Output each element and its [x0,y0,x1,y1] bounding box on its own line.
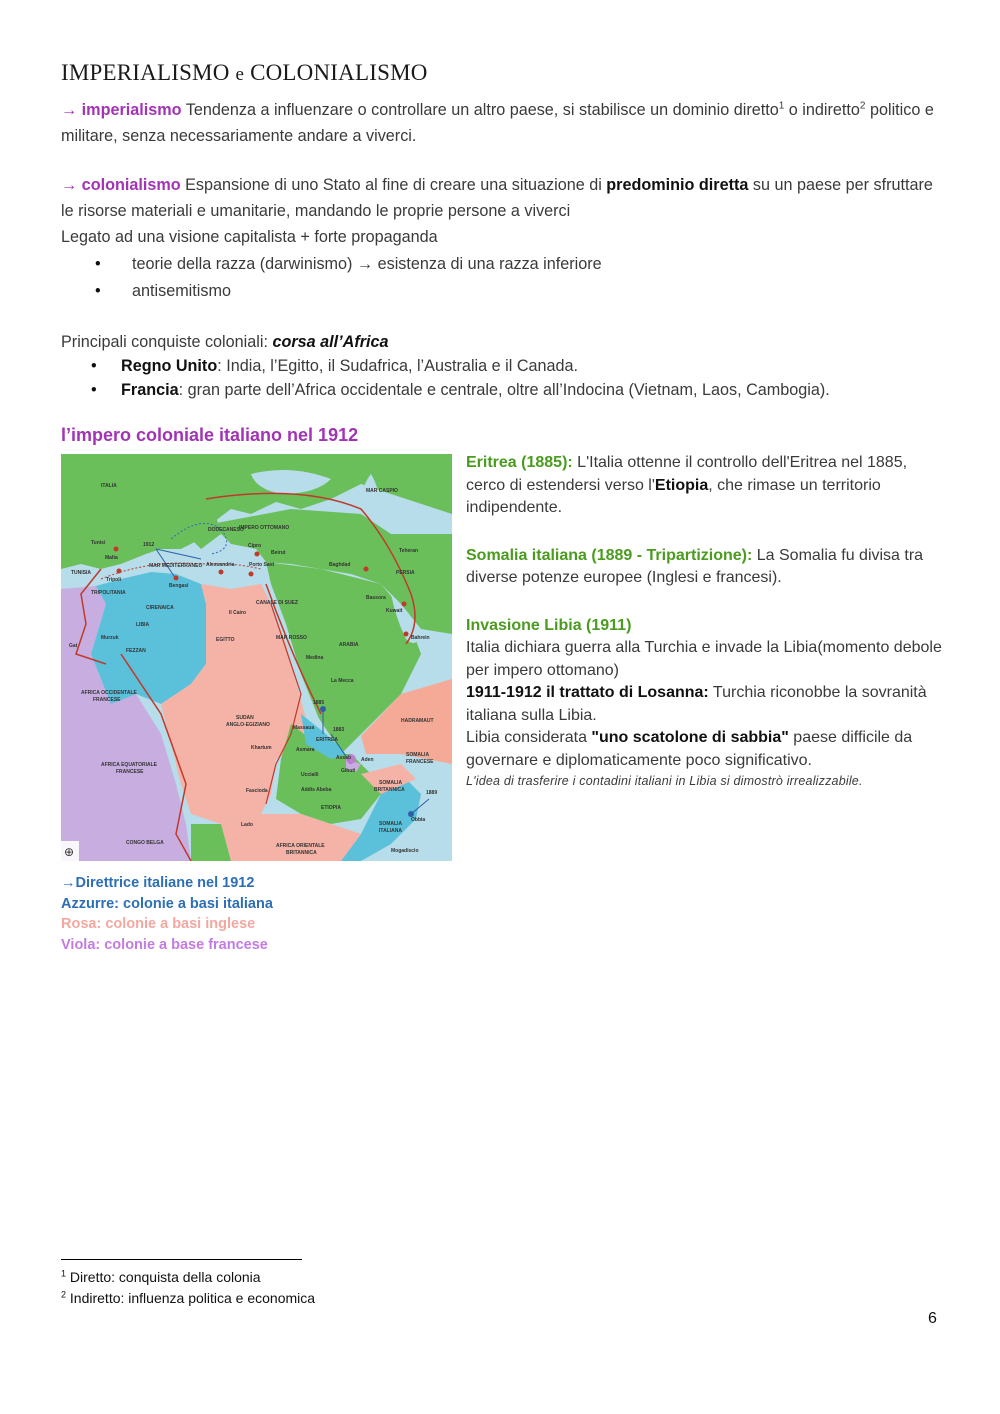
svg-text:1885: 1885 [313,700,325,706]
svg-text:Khartum: Khartum [251,745,272,751]
svg-text:MAR ROSSO: MAR ROSSO [276,635,307,641]
svg-text:FRANCESE: FRANCESE [116,769,144,775]
eritrea-block: Eritrea (1885): L'Italia ottenne il controllo dell'Eritrea nel 1885, cerco di estendersi verso l'Etiopia, che rimase un territorio indipendente. [466,454,908,516]
svg-text:AFRICA OCCIDENTALE: AFRICA OCCIDENTALE [81,690,137,696]
svg-text:Medina: Medina [306,655,324,661]
colonialismo-term: → colonialismo [61,176,181,194]
svg-text:MAR MEDITERRANEO: MAR MEDITERRANEO [149,563,203,569]
svg-text:FRANCESE: FRANCESE [93,697,121,703]
conquiste-intro: Principali conquiste coloniali: corsa all’Africa [61,333,389,351]
libia-heading: Invasione Libia (1911) [466,616,632,634]
footnote-ref-1: 1 [778,100,785,112]
svg-text:Gibuti: Gibuti [341,768,356,774]
svg-text:SOMALIA: SOMALIA [379,821,403,827]
footnote-divider [61,1259,302,1260]
svg-text:HADRAMAUT: HADRAMAUT [401,718,434,724]
svg-text:ITALIANA: ITALIANA [379,828,402,834]
svg-text:SOMALIA: SOMALIA [379,780,403,786]
svg-text:Murzuk: Murzuk [101,635,119,641]
scatolone-block: Libia considerata "uno scatolone di sabbia" paese difficile da governare e diplomaticamente poco significativo. [466,729,913,769]
svg-text:Cipro: Cipro [248,543,262,549]
svg-text:DODECANESO: DODECANESO [208,527,244,533]
svg-text:Uccialli: Uccialli [301,772,319,778]
svg-text:Il Cairo: Il Cairo [229,610,246,616]
page-title: IMPERIALISMO e COLONIALISMO [61,60,428,85]
section-title: l’impero coloniale italiano nel 1912 [61,425,359,445]
svg-text:ANGLO-EGIZIANO: ANGLO-EGIZIANO [226,722,270,728]
svg-text:Teheran: Teheran [399,548,419,554]
svg-text:AFRICA EQUATORIALE: AFRICA EQUATORIALE [101,762,158,768]
svg-text:BRITANNICA: BRITANNICA [286,850,317,856]
svg-text:EGITTO: EGITTO [216,637,235,643]
page-number: 6 [928,1310,937,1327]
svg-text:Aden: Aden [361,757,374,763]
imperialismo-term: → imperialismo [61,101,182,119]
svg-text:Fascioda: Fascioda [246,788,268,794]
svg-text:1889: 1889 [426,790,438,796]
svg-text:PERSIA: PERSIA [396,570,415,576]
legend-viola: Viola: colonie a base francese [61,936,268,953]
capitalismo-line: Legato ad una visione capitalista + forte propaganda [61,228,438,246]
svg-text:Kuwait: Kuwait [386,608,403,614]
svg-text:Beirut: Beirut [271,550,286,556]
svg-text:Lado: Lado [241,822,253,828]
svg-text:Porto Said: Porto Said [249,562,275,568]
svg-text:Baghdad: Baghdad [329,562,351,568]
svg-text:Asmara: Asmara [296,747,315,753]
svg-text:FEZZAN: FEZZAN [126,648,146,654]
legend-direttrice: →Direttrice italiane nel 1912 [61,875,255,891]
svg-text:Tunisi: Tunisi [91,540,106,546]
colonialismo-paragraph: → colonialismo Espansione di uno Stato al fine di creare una situazione di predominio diretta su un paese per sfruttare le risorse materiali e umanitarie, mandando le proprie persone a viverci [61,176,933,220]
svg-text:IMPERO OTTOMANO: IMPERO OTTOMANO [239,525,290,531]
svg-text:MAR CASPIO: MAR CASPIO [366,488,398,494]
svg-text:SUDAN: SUDAN [236,715,254,721]
svg-text:LIBIA: LIBIA [136,622,150,628]
svg-text:Gat: Gat [69,643,78,649]
zoom-icon: ⊕ [64,845,75,859]
libia-line1: Italia dichiara guerra alla Turchia e invade la Libia(momento debole per impero ottomano) [466,639,942,679]
legend-rosa: Rosa: colonie a basi inglese [61,916,256,933]
losanna-block: 1911-1912 il trattato di Losanna: Turchia riconobbe la sovranità italiana sulla Libia. [466,684,927,724]
footnote-2: $^2$ Indiretto: influenza politica e economica [61,1289,316,1306]
svg-text:Assab: Assab [336,755,352,761]
svg-text:Bassora: Bassora [366,595,386,601]
svg-text:FRANCESE: FRANCESE [406,759,434,765]
svg-text:Massaua: Massaua [293,725,315,731]
svg-text:SOMALIA: SOMALIA [406,752,430,758]
svg-text:Addis Abeba: Addis Abeba [301,787,332,793]
svg-text:CIRENAICA: CIRENAICA [146,605,174,611]
svg-text:CANALE DI SUEZ: CANALE DI SUEZ [256,600,298,606]
svg-text:TRIPOLITANIA: TRIPOLITANIA [91,590,126,596]
contadini-note: L'idea di trasferire i contadini italiani in Libia si dimostrò irrealizzabile. [466,774,863,788]
document-page: IMPERIALISMO e COLONIALISMO → imperialismo Tendenza a influenzare o controllare un altro paese, si stabilisce un dominio diretto$^1$ o indiretto$^2$ politico e militare, senza necessariamente andare a viverci. → colonialismo Espansione di uno Stato al fine di creare una situazione di predominio diretta su un paese per sfruttare le risorse materiali e umanitarie, mandando le proprie persone a viverci Legato ad una visione capitalista + forte propaganda • teorie della razza (darwinismo) → esistenza di una razza inferiore • antisemitismo Principali conquiste coloniali: corsa all’Africa • Regno Unito: India, l’Egitto, il Sudafrica, l’Australia e il Canada. • Francia: gran parte dell’Africa occidentale e centrale, oltre all’Indocina (Vietnam, Laos, Cambogia). l’impero coloniale italiano nel 1912 ITALIA Tunisi Malta TUNISIA Tripoli Bengasi TRIPOLITANIA CIRENAICA LIBIA FEZZAN Murzuk Gat AFRICA OCCIDENTALE FRANCESE EGITTO SUDAN ANGLO-EGIZIANO Khartum AFRICA EQUATORIALE FRANCESE CONGO BELGA DODECANESO IMPERO OTTOMANO PERSIA ARABIA ERITREA ETIOPIA SOMALIA ITALIANA SOMALIA BRITANNICA SOMALIA FRANCESE HADRAMAUT AFRICA ORIENTALE BRITANNICA 1912 1885 1883 1889 MAR MEDITERRANEO MAR CASPIO MAR ROSSO Il Cairo Alessandria Porto Said CANALE DI SUEZ Cipro Beirut Baghdad Teheran Bassora Kuwait Bahrein Medina La Mecca Massaua Asmara Assab Aden Gibuti Addis Abeba Lado Fascioda Obbia Mogadiscio Uccialli ⊕ Eritrea (1885): L'Italia ottenne il controllo dell'Eritrea nel 1885, cerco di estendersi verso l'Etiopia, che rimase un territorio indipendente. Somalia italiana (1889 - Tripartizione): La Somalia fu divisa tra diverse potenze europee (Inglesi e francesi). Invasione Libia (1911) Italia dichiara guerra alla Turchia e invade la Libia(momento debole per impero ottomano) 1911-1912 il trattato di Losanna: Turchia riconobbe la sovranità italiana sulla Libia. Libia considerata "uno scatolone di sabbia" paese difficile da governare e diplomaticamente poco significativo. L'idea di trasferire i contadini italiani in Libia si dimostrò irrealizzabile. →Direttrice italiane nel 1912 Azzurre: colonie a basi italiana Rosa: colonie a basi inglese Viola: colonie a base francese $^1$ Diretto: conquista della colonia $^2$ Indiretto: influenza politica e economica 6 [0,0,1000,1414]
svg-text:AFRICA ORIENTALE: AFRICA ORIENTALE [276,843,325,849]
svg-text:1912: 1912 [143,542,155,548]
right-column [466,452,946,790]
map-legend [61,873,273,955]
colonial-map [61,454,452,861]
svg-text:Bahrein: Bahrein [411,635,430,641]
svg-text:Tripoli: Tripoli [106,577,121,583]
footnote-1: $^1$ Diretto: conquista della colonia [61,1268,261,1285]
svg-text:TUNISIA: TUNISIA [71,570,91,576]
footnote-ref-2: 2 [859,100,866,112]
legend-azzurre: Azzurre: colonie a basi italiana [61,895,273,912]
imperialismo-paragraph: → imperialismo Tendenza a influenzare o controllare un altro paese, si stabilisce un dominio diretto$^1$ o indiretto$^2$ politico e militare, senza necessariamente andare a viverci. [61,100,934,145]
svg-text:Malta: Malta [105,555,118,561]
svg-text:Alessandria: Alessandria [206,562,235,568]
svg-text:ITALIA: ITALIA [101,483,117,489]
svg-text:Mogadiscio: Mogadiscio [391,848,419,854]
svg-text:ETIOPIA: ETIOPIA [321,805,342,811]
svg-text:Bengasi: Bengasi [169,583,189,589]
svg-text:ARABIA: ARABIA [339,642,359,648]
somalia-block: Somalia italiana (1889 - Tripartizione): La Somalia fu divisa tra diverse potenze europee (Inglesi e francesi). [466,546,924,586]
svg-text:1883: 1883 [333,727,345,733]
svg-text:Obbia: Obbia [411,817,426,823]
svg-text:ERITREA: ERITREA [316,737,338,743]
svg-text:BRITANNICA: BRITANNICA [374,787,405,793]
svg-text:CONGO BELGA: CONGO BELGA [126,840,164,846]
svg-text:La Mecca: La Mecca [331,678,354,684]
